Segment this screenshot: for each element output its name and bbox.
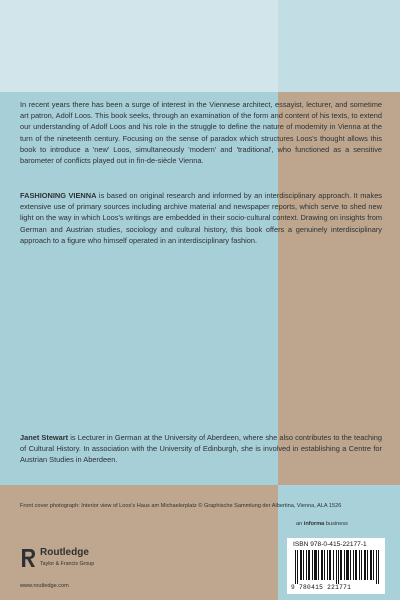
description-paragraph (20, 190, 382, 246)
publisher-name: Routledge (40, 547, 89, 558)
isbn-barcode-box (287, 538, 385, 594)
informa-suffix: business (324, 521, 348, 527)
informa-brand: informa (303, 521, 325, 527)
barcode-digits: 9 780415 221771 (291, 584, 352, 591)
author-bio-text: is Lecturer in German at the University of Aberdeen, where she also contributes to the teaching of Cultural History. In association with the University of Edinburgh, she is involved in establishing a Centre for Austrian Studies in Aberdeen. (20, 433, 382, 465)
publisher-logo (20, 546, 110, 586)
barcode-graphic (295, 550, 379, 584)
author-name: Janet Stewart (20, 433, 69, 442)
cover-photo-credit: Front cover photograph: Interior view of Loos's Haus am Michaelerplatz © Graphische Sammlung der Albertina, Vienna, ALA 1526 (20, 503, 342, 509)
publisher-url: www.routledge.com (20, 583, 69, 589)
publisher-group: Taylor & Francis Group (40, 561, 95, 567)
background-pale-blue (0, 0, 278, 92)
informa-prefix: an (296, 521, 304, 527)
routledge-r-icon (20, 548, 36, 568)
informa-business-label (296, 521, 348, 527)
description-text: is based on original research and informed by an interdisciplinary approach. It makes extensive use of primary sources including archive material and newspaper reports, which serve to shed new light on the way in which Loos's writings are embedded in their socio-cultural context. Drawing on insights from German and Austrian studies, sociology and cultural history, this book offers a genuinely interdisciplinary approach to a figure who himself operated in an interdisciplinary fashion. (20, 191, 383, 245)
author-bio-paragraph (20, 432, 382, 466)
isbn-label: ISBN 978-0-415-22177-1 (293, 541, 367, 548)
book-title-inline: FASHIONING VIENNA (20, 191, 97, 200)
background-light-blue (278, 0, 400, 92)
intro-paragraph: In recent years there has been a surge of interest in the Viennese architect, essayist, lecturer, and sometime art patron, Adolf Loos. This book seeks, through an examination of the form and content of his texts, to extend our understanding of Adolf Loos and his role in the struggle to define the nature of modernity in Vienna at the turn of the nineteenth century. Focusing on the sense of paradox which structures Loos's thought allows this book to introduce a 'new' Loos, simultaneously 'modern' and 'traditional', who functioned as a sensitive barometer of conflicts played out in fin-de-siècle Vienna. (20, 100, 382, 166)
